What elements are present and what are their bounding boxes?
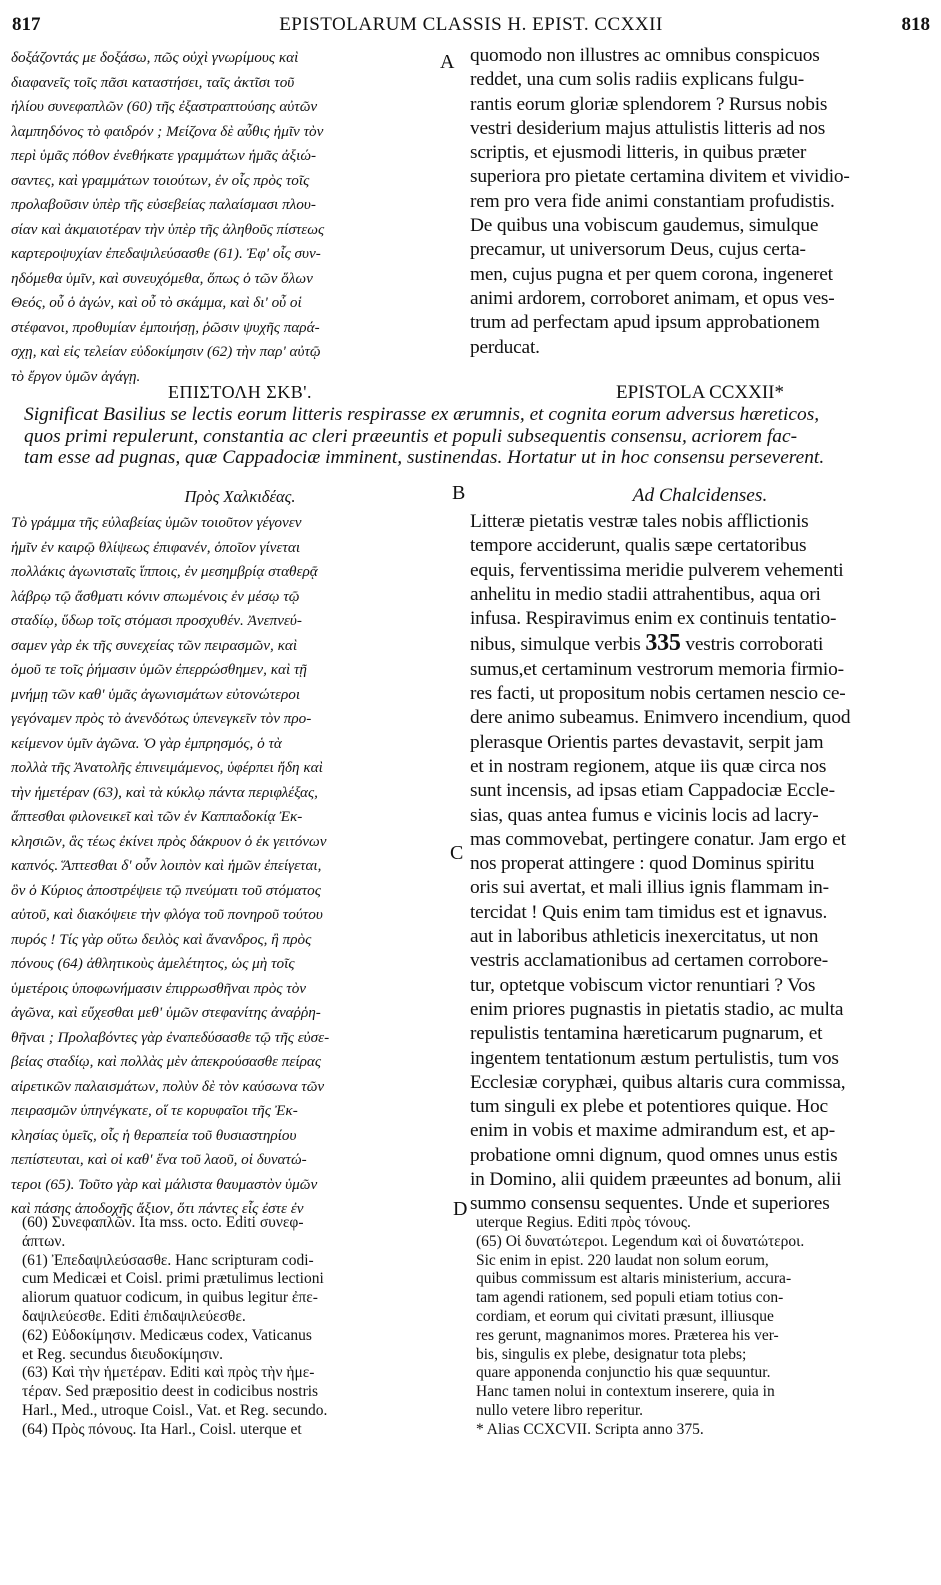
greek-line: δοξάζοντάς με δοξάσω, πῶς οὐχὶ γνωρίμους καὶ [11,49,299,66]
latin-line: tur, optetque vobiscum victor renuntiari ? Vos [470,974,816,996]
footnote-line: (62) Εὐδοκίμησιν. Medicæus codex, Vaticanus [22,1326,312,1344]
latin-line: sumus,et certaminum vestrorum memoria firmio- [470,658,844,680]
greek-line: τεροι (65). Τοῦτο γὰρ καὶ μάλιστα θαυμαστὸν ὑμῶν [11,1175,318,1193]
greek-text-top [11,46,445,389]
latin-line: tercidat ! Quis enim tam timidus est et ignavus. [470,901,828,923]
latin-line: animi ardorem, corroboret animam, et opus ves- [470,287,835,309]
greek-line: ὁμοῦ τε τοῖς ῥήμασιν ὑμῶν ἐπερρώσθημεν, καὶ τῇ [11,661,307,678]
latin-line: Litteræ pietatis vestræ tales nobis afflictionis [470,511,809,532]
greek-line: τὸ ἔργον ὑμῶν ἀγάγῃ. [11,367,141,385]
greek-line: πυρός ! Τίς γὰρ οὕτω δειλὸς καὶ ἄνανδρος, ἢ πρὸς [11,930,312,948]
column-number: 335 [645,631,681,657]
margin-mark-d: D [453,1198,468,1220]
latin-line: enim in vobis et maxime admirandum est, et ap- [470,1120,836,1142]
greek-line: ἡμῖν ἐν καιρῷ θλίψεως ἐπιφανέν, ὁποῖον γίνεται [11,538,301,556]
greek-line: σχῃ, καὶ εἰς τελείαν εὐδοκίμησιν (62) τὴν παρ' αὐτῷ [11,343,321,360]
latin-line: vestris acclamationibus ad certamen corrobore- [470,950,828,972]
greek-line: καπνός. Ἅπτεσθαι δ' οὖν λοιπὸν καὶ ἡμῶν ἐπείγεται, [11,857,322,874]
latin-text-main [470,510,932,1217]
latin-line: perducat. [470,336,540,358]
latin-line: plerasque Orientis partes devastavit, serpit jam [470,731,824,753]
greek-line: πειρασμῶν ὑπηνέγκατε, οἵ τε κορυφαῖοι τῆς Ἐκ- [11,1102,298,1119]
greek-line: καὶ πάσης ἀποδοχῆς ἄξιον, ὅτι πάντες εἷς ἐστε ἐν [11,1200,304,1217]
latin-line-text: vestris corroborati [685,634,824,656]
greek-line: ἅπτεσθαι φιλονεικεῖ καὶ τῶν ἐν Καππαδοκίᾳ Ἐκ- [11,808,303,825]
latin-line: res facti, ut propositum nobis certamen nescio ce- [470,683,846,705]
greek-line: πεπίστευται, καὶ οἱ καθ' ἕνα τοῦ λαοῦ, οἱ δυνατώ- [11,1151,307,1168]
latin-line: repulistis tentamina hæreticarum pugnarum, et [470,1023,823,1045]
latin-line: vestri desiderium majus attulistis litteris ad nos [470,117,826,139]
margin-mark-c: C [450,842,464,864]
greek-line: κλησιῶν, ἃς τέως ἐκίνει πρὸς δάκρυον ὁ ἐκ γειτόνων [11,832,327,850]
latin-line: oris sui avertat, et mali illius ignis flammam in- [470,877,829,899]
latin-line: rantis eorum gloriæ splendorem ? Rursus nobis [470,93,828,115]
latin-line: dere animo subeamus. Enimvero incendium, quod [470,707,851,729]
greek-line: σαμεν γὰρ ἐκ τῆς συνεχείας τῶν πειρασμῶν, καὶ [11,636,298,654]
footnote-line: Harl., Med., utroque Coisl., Vat. et Reg. secundo. [22,1401,328,1419]
greek-text-main [11,511,445,1222]
latin-line: tum singuli ex plebe et potentiores quique. Hoc [470,1096,828,1118]
greek-line: μνήμῃ τῶν καθ' ὑμᾶς ἀγωνισμάτων εὐτονώτεροι [11,685,301,703]
greek-line: πολλάκις ἀγωνισταῖς ἵπποις, ἐν μεσημβρίᾳ σταθερᾷ [11,563,318,580]
greek-line: στέφανοι, προθυμίαν ἐμποιήσῃ, ῥῶσιν ψυχῆς παρά- [11,318,320,336]
greek-line: περὶ ὑμᾶς πόθον ἐνεθήκατε γραμμάτων ἡμᾶς ἀξιώ- [11,147,317,164]
page-number-left: 817 [12,14,41,35]
greek-line: πόνους (64) ἀθλητικοὺς ἀμελέτητος, ὡς μὴ τοῖς [11,955,295,972]
footnote-line: et Reg. secundus διευδοκίμησιν. [22,1345,223,1363]
address-greek: Πρὸς Χαλκιδέας. [184,487,296,506]
summary-line: quos primi repulerunt, constantia ac cleri præeuntis et populi subsequentis consensu, acriorem fac- [24,425,798,447]
address-latin: Ad Chalcidenses. [632,485,768,506]
greek-line: διαφανεῖς τοῖς πᾶσι καταστήσει, ταῖς ἀκτῖσι τοῦ [11,73,295,91]
greek-line: αἱρετικῶν παλαισμάτων, πολὺν δὲ τὸν καύσωνα τῶν [11,1077,325,1095]
latin-line: ingentem tentationum æstum pertulistis, tum vos [470,1047,839,1069]
latin-line: aut in laboribus athleticis inexercitatus, ut non [470,926,819,948]
epistle-title-greek: ΕΠΙΣΤΟΛΗ ΣΚΒ'. [167,382,313,402]
latin-line: infusa. Respiravimus enim ex continuis tentatio- [470,608,837,630]
latin-line [470,631,932,657]
footnote-line: res gerunt, magnanimos mores. Præterea his ver- [476,1326,779,1344]
greek-line: προλαβοῦσιν ὑπὲρ τῆς εὐσεβείας παλαίσμασι πλου- [11,196,316,213]
latin-line: Ecclesiæ coryphæi, quibus altaris cura commissa, [470,1071,846,1093]
latin-line: probatione omni dignum, quod omnes unus estis [470,1144,838,1166]
footnote-line: aliorum quatuor codicum, in quibus legitur ἐπε- [22,1289,318,1307]
greek-line: Τὸ γράμμα τῆς εὐλαβείας ὑμῶν τοιοῦτον γέγονεν [11,514,302,531]
latin-line: superiora pro pietate certamina divitem et vividio- [470,166,850,188]
latin-line: sias, quas antea fumus e vicinis locis ad lacry- [470,804,819,826]
latin-line: et in nostram regionem, atque iis quæ circa nos [470,755,827,777]
latin-line: equis, ferventissima meridie pulverem vehementi [470,559,844,581]
footnote-line: nullo vetere libro reperitur. [476,1401,643,1419]
greek-line: γεγόναμεν πρὸς τὸ ἀνενδότως ὑπενεγκεῖν τὸν προ- [11,710,312,727]
latin-line: tempore acciderunt, qualis sæpe certatoribus [470,535,807,557]
footnote-line: * Alias CCXCVII. Scripta anno 375. [476,1420,704,1438]
latin-line: summo consensu sequentes. Unde et superiores [470,1193,830,1215]
latin-line: men, cujus pugna et per quem corona, ingeneret [470,263,833,285]
latin-line: reddet, una cum solis radiis explicans fulgu- [470,69,805,91]
latin-line: scriptis, et ejusmodi litteris, in quibus præter [470,142,807,164]
footnote-line: άπτων. [22,1232,66,1250]
footnote-line: Sic enim in epist. 220 laudat non solum eorum, [476,1251,769,1269]
footnote-line: uterque Regius. Editi πρὸς τόνους. [476,1214,691,1231]
greek-line: κείμενον ὑμῖν ἀγῶνα. Ὁ γὰρ ἐμπρησμός, ὁ τὰ [11,734,282,752]
greek-line: ὃν ὁ Κύριος ἀποστρέψειε τῷ πνεύματι τοῦ στόματος [11,881,321,899]
greek-line: πολλὰ τῆς Ἀνατολῆς ἐπινειμάμενος, ὑφέρπει ἤδη καὶ [11,759,323,776]
greek-line: σίαν καὶ ἀκμαιοτέραν τὴν ὑπὲρ τῆς ἀληθοῦς πίστεως [11,220,325,238]
greek-line: σταδίῳ, ὕδωρ τοῖς στόμασι προσχυθέν. Ἀνεπνεύ- [11,612,302,629]
greek-line: λάβρῳ τῷ ἄσθματι κόνιν σπωμένοις ἐν μέσῳ τῷ [11,587,300,605]
greek-line: Θεός, οὗ ὁ ἀγών, καὶ οὗ τὸ σκάμμα, καὶ δι' οὗ οἱ [11,294,302,311]
footnote-line: quare apponenda conjunctio his quæ sequuntur. [476,1364,771,1382]
footnote-line: (61) Ἐπεδαψιλεύσασθε. Hanc scripturam codi- [22,1251,314,1269]
greek-line: σαντες, καὶ γραμμάτων τοιούτων, ἐν οἷς πρὸς τοῖς [11,171,310,189]
footnote-line: bis, singulis ex plebe, designatur tota plebs; [476,1345,747,1363]
latin-line-text: nibus, simulque verbis [470,634,641,656]
latin-line: rem pro vera fide animi constantiam profudistis. [470,190,835,212]
running-title: EPISTOLARUM CLASSIS H. EPIST. CCXXII [279,14,663,35]
greek-line: λαμπηδόνος τὸ φαιδρόν ; Μείζονα δὲ αὖθις ἡμῖν τὸν [11,122,324,140]
greek-line: ηδόμεθα ὑμῖν, καὶ συνευχόμεθα, ὅπως ὁ τῶν ὅλων [11,269,313,287]
footnote-line: (64) Πρὸς πόνους. Ita Harl., Coisl. uterque et [22,1420,302,1438]
footnote-line: cum Medicæi et Coisl. primi prætulimus lectioni [22,1270,324,1288]
latin-line: trum ad perfectam apud ipsum approbationem [470,312,820,334]
latin-text-top [470,44,932,360]
footnote-line: (65) Οἱ δυνατώτεροι. Legendum καὶ οἱ δυνατώτεροι. [476,1232,805,1250]
footnote-line: quibus commissum est altaris ministerium, accura- [476,1270,792,1288]
latin-line: mas commovebat, pertingere conatur. Jam ergo et [470,828,846,850]
latin-line: enim priores pugnastis in pietatis stadio, ac multa [470,998,844,1020]
greek-line: θῆναι ; Προλαβόντες γὰρ ἐναπεδύσασθε τῷ τῆς εὐσε- [11,1028,330,1046]
summary-line: tam esse ad pugnas, quæ Cappadociæ imminent, sustinendas. Hortatur ut in hoc consensu perseverent. [24,447,825,468]
greek-line: ἡλίου συνεφαπλῶν (60) τῆς ἐξαστραπτούσης αὐτῶν [11,98,318,115]
page-number-right: 818 [901,14,930,35]
margin-mark-b: B [452,482,466,504]
greek-line: βείας σταδίῳ, καὶ πολλὰς μὲν ἀπεκρούσασθε πείρας [11,1053,322,1070]
latin-line: precamur, ut universorum Deus, cujus certa- [470,239,806,261]
greek-line: ὑμετέροις ὑποφωνήμασιν ἐπιρρωσθῆναι πρὸς τὸν [11,979,307,997]
greek-line: κλησίας ὑμεῖς, οἷς ἡ θεραπεία τοῦ θυσιαστηρίου [11,1126,297,1144]
greek-line: ἀγῶνα, καὶ εὔχεσθαι μεθ' ὑμῶν στεφανίτης ἀναῤῥη- [11,1004,321,1021]
latin-line: De quibus una vobiscum gaudemus, simulque [470,215,819,237]
footnote-line: δαψιλεύεσθε. Editi ἐπιδαψιλεύεσθε. [22,1307,246,1325]
greek-line: καρτεροψυχίαν ἐπεδαψιλεύσασθε (61). Ἐφ' οἷς συν- [11,245,321,262]
greek-line: αὐτοῦ, καὶ διακόψειε τὴν φλόγα τοῦ πονηροῦ τούτου [11,906,323,923]
footnote-line: tam agendi rationem, sed populi etiam totius con- [476,1289,784,1307]
epistle-title-latin: EPISTOLA CCXXII* [615,382,785,403]
footnote-line: cordiam, et eorum qui civitati præsunt, illiusque [476,1307,774,1325]
latin-line: quomodo non illustres ac omnibus conspicuos [470,45,820,66]
footnote-line: (60) Συνεφαπλῶν. Ita mss. octo. Editi συνεφ- [22,1214,304,1231]
latin-line: in Domino, alii quidem præeuntes ad bonum, alii [470,1169,842,1191]
running-header [12,10,930,40]
footnote-line: (63) Καὶ τὴν ἡμετέραν. Editi καὶ πρὸς τὴν ἡμε- [22,1364,315,1382]
epistle-summary [24,404,934,469]
footnotes-left [22,1214,452,1440]
summary-line: Significat Basilius se lectis eorum litteris respirasse ex ærumnis, et cognita eorum adversus hæreticos, [24,404,820,425]
greek-line: τὴν ἡμετέραν (63), καὶ τὰ κύκλῳ πάντα περιφλέξας, [11,783,318,801]
margin-mark-a: A [440,51,455,73]
footnote-line: τέραν. Sed præpositio deest in codicibus nostris [22,1383,319,1401]
footnotes-right [476,1214,934,1440]
latin-line: sunt incensis, ad ipsas etiam Cappadociæ Eccle- [470,780,835,802]
footnote-line: Hanc tamen nolui in contextum inserere, quia in [476,1383,775,1401]
latin-line: nos properat attingere : quod Dominus spiritu [470,853,815,875]
latin-line: anhelitu in medio stadii attrahentibus, aqua ori [470,583,821,605]
